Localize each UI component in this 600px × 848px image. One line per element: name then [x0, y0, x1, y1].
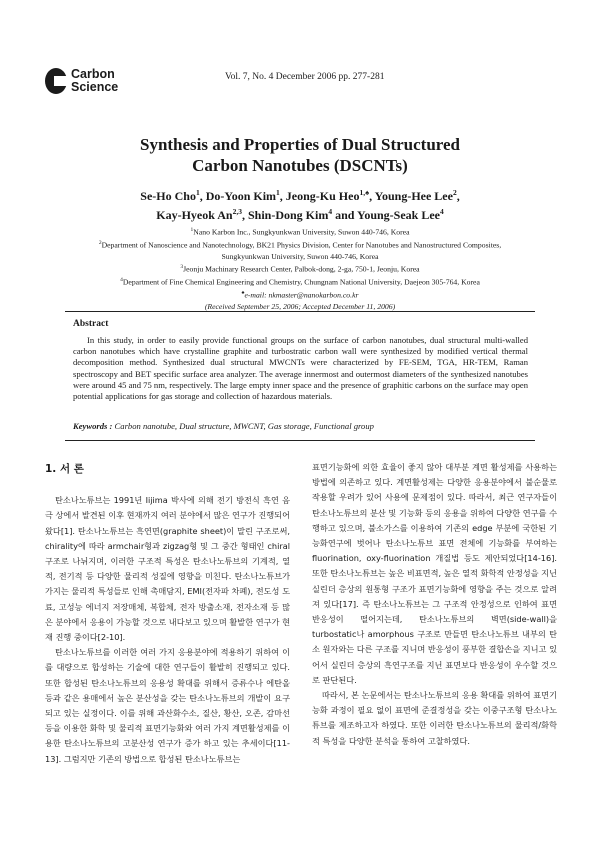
- paragraph: 탄소나노튜브는 1991년 Iijima 박사에 의해 전기 방전식 흑연 음극 상에서 발견된 이후 현재까지 여러 분야에서 많은 연구가 진행되어 왔다[1]. 탄소나노튜브는 흑연면(graphite sheet)이 말린 구조로써, chirality에 따라 armchair형과 zigzag형 및 그 중간 형태인 chiral 구조로 나뉘지며, 이러한 구조적 특성은 탄소나노튜브의 기계적, 열적, 전기적 등 다양한 물리적 성질에 영향을 미친다. 탄소나노튜브가 가지는 물리적 특성들로 인해 촉매담지, EMI(전자파 차폐), 전도성 도료, 고성능 에너지 저장매체, 복합체, 전자 방출소재, 전자소재 등 많은 분야에서 응용이 가능할 것으로 내다보고 있으며 활발한 연구가 현재 진행 중이다[2-10].: [45, 495, 290, 643]
- paper-title: [0, 134, 600, 176]
- logo-text: [71, 68, 118, 94]
- authors-line-1: Se-Ho Cho$^1$, Do-Yoon Kim$^1$, Jeong-Ku Heo$^{1,♠}$, Young-Hee Lee$^2$,: [140, 188, 460, 203]
- paragraph: 따라서, 본 논문에서는 탄소나노튜브의 응용 확대를 위하여 표면기능화 과정이 필요 없이 표면에 준결정성을 갖는 이중구조형 탄소나노튜브를 제조하고자 하였다. 또한 이러한 탄소나노튜브의 물리적/화학적 특성을 다양한 분석을 통하여 고찰하였다.: [312, 690, 557, 746]
- affiliation-3: $^3$Jeonju Machinary Research Center, Palbok-dong, 2-ga, 750-1, Jeonju, Korea: [180, 264, 420, 274]
- affiliation-4: $^4$Department of Fine Chemical Engineering and Chemistry, Chungnam National University, Daejeon 305-764, Korea: [120, 276, 480, 287]
- corresponding-email: ♠e-mail: nkmaster@nanokarbon.co.kr: [241, 289, 359, 300]
- journal-volume-info: Vol. 7, No. 4 December 2006 pp. 277-281: [225, 72, 385, 82]
- author-list: [0, 185, 600, 223]
- body-column-left: [45, 462, 290, 767]
- keywords: [73, 421, 374, 431]
- logo-line-1: Carbon: [71, 67, 115, 81]
- journal-logo: [45, 68, 118, 94]
- abstract-heading: Abstract: [73, 319, 109, 329]
- affiliation-1: $^1$Nano Karbon Inc., Sungkyunkwan University, Suwon 440-746, Korea: [190, 227, 410, 237]
- paragraph: 표면기능화에 의한 효율이 좋지 않아 대부분 계면 활성제를 사용하는 방법에 의존하고 있다. 계면활성제는 다양한 응용분야에서 불순물로 작용할 우려가 있어 사용에 문제점이 있다. 따라서, 최근 연구자들이 탄소나노튜브의 분산 및 기능화 등의 응용을 위하여 다양한 연구를 수행하고 있으며, 불소가스를 이용하여 기존의 edge 부분에 국한된 기능화연구에 벗어나 탄소나노튜브 표면 전체에 기능화를 부여하는 fluorination, oxy-fluorination 개질법 등도 제안되었다[14-16]. 또한 탄소나노튜브는 높은 비표면적, 높은 열적 화학적 안정성을 지닌 실린더 층상의 원통형 구조가 표면기능화에 영향을 주는 것으로 알려져 있다[17]. 즉 탄소나노튜브는 그 구조적 안정성으로 인하여 표면반응성이 떨어지는데, 탄소나노튜브의 벽면(side-wall)을 turbostatic나 amorphous 구조로 만들면 탄소나노튜브 내부의 탄소 원자와는 다른 구조를 지니며 반응성이 풍부한 결합손을 지니고 있어서 실린더 층상의 흑연구조를 지닌 표면보다 반응성이 우수할 것으로 판단된다.: [312, 462, 557, 685]
- keywords-list: Carbon nanotube, Dual structure, MWCNT, Gas storage, Functional group: [112, 421, 374, 431]
- abstract-body: In this study, in order to easily provide functional groups on the surface of carbon nanotubes, dual structural multi-walled carbon nanotubes which have crystalline graphite and turbostratic carbon wall were synthesized by modified vertical thermal decomposition method. Synthesized dual structural MWCNTs were characterized by FE-SEM, TGA, HR-TEM, Raman spectroscopy and BET specific surface area analyzer. The average innermost and outermost diameters of the synthesized nanotubes were around 45 and 75 nm, respectively. The large empty inner space and the presence of graphitic carbons on the surface may open potential applications for gas storage and collection of hazardous materials.: [73, 335, 528, 402]
- affiliation-2-cont: Sungkyunkwan University, Suwon 440-746, Korea: [221, 251, 379, 261]
- body-column-right: [312, 460, 557, 749]
- keywords-label: Keywords :: [73, 421, 113, 431]
- received-dates: (Received September 25, 2006; Accepted December 11, 2006): [204, 301, 396, 311]
- title-line-1: Synthesis and Properties of Dual Structured: [139, 135, 461, 154]
- carbon-logo-icon: [45, 68, 67, 94]
- paragraph: 탄소나노튜브를 이러한 여러 가지 응용분야에 적용하기 위하여 이를 대량으로 합성하는 기술에 대한 연구들이 활발히 진행되고 있다. 또한 합성된 탄소나노튜브의 응용성 확대를 위해서 증류수나 에탄올 등과 같은 용매에서 높은 분산성을 갖는 탄소나노튜브의 개발이 요구되고 있는 실정이다. 이를 위해 과산화수소, 질산, 황산, 오존, 감마선 등을 이용한 화학 및 물리적 표면기능화와 여러 가지 계면활성제를 이용한 탄소나노튜브의 고분산성 연구가 증가 하고 있는 추세이다[11-13]. 그럼지만 기존의 방법으로 합성된 탄소나노튜브는: [45, 647, 290, 764]
- affiliations: [0, 225, 600, 312]
- affiliation-2: $^2$Department of Nanoscience and Nanotechnology, BK21 Physics Division, Center for Nanotubes and Nanostructured Composites,: [98, 239, 502, 250]
- title-line-2: Carbon Nanotubes (DSCNTs): [192, 156, 408, 175]
- section-heading-introduction: 1. 서 론: [45, 463, 84, 475]
- abstract-box: [65, 311, 535, 441]
- authors-line-2: Kay-Hyeok An$^{2,3}$, Shin-Dong Kim$^4$ and Young-Seak Lee$^4$: [156, 207, 444, 222]
- logo-line-2: Science: [71, 80, 119, 94]
